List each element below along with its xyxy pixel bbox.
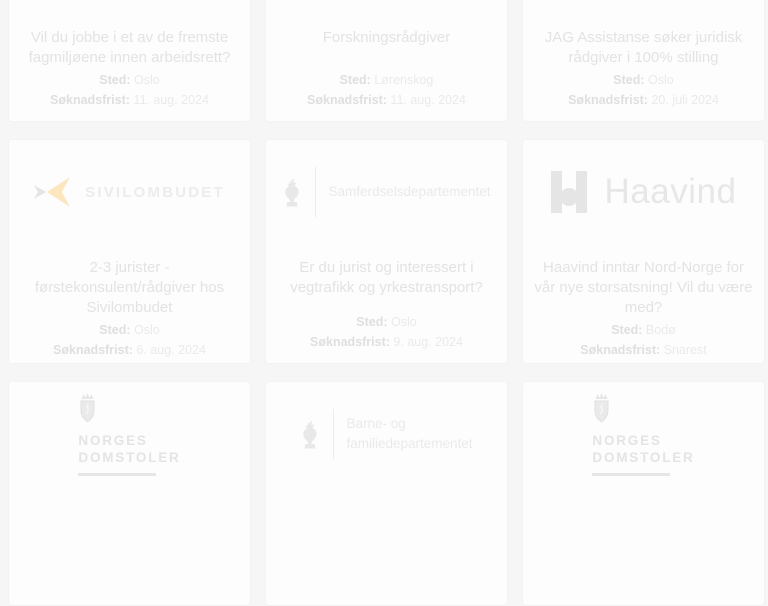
job-location [19, 322, 240, 338]
location-label: Sted: [613, 73, 645, 87]
job-meta [276, 68, 497, 108]
company-logo [276, 382, 497, 486]
deadline-value: 11. aug. 2024 [133, 93, 209, 107]
haavind-logo [551, 171, 737, 213]
company-logo [19, 382, 240, 486]
sivilombudet-arrows-icon [34, 176, 72, 208]
domstoler-wordmark-line2: DOMSTOLER [78, 449, 181, 465]
job-card-grid [8, 0, 765, 606]
deadline-value: 9. aug. 2024 [393, 335, 463, 349]
job-card[interactable] [8, 381, 251, 606]
wordmark-line2: familiedepartementet [346, 436, 473, 451]
job-meta [19, 68, 240, 108]
job-card[interactable] [8, 139, 251, 364]
job-title: Er du jurist og interessert i vegtrafikk og yrkestransport? [290, 259, 483, 296]
domstoler-crest-icon [593, 393, 610, 424]
location-value: Lørenskog [374, 73, 434, 87]
barne-og-familiedepartementet-logo [300, 409, 472, 459]
job-deadline [19, 342, 240, 358]
job-deadline [533, 92, 754, 108]
company-logo [19, 0, 240, 2]
job-card[interactable] [522, 381, 765, 606]
wordmark-line1: Barne- og [346, 416, 406, 431]
job-location [276, 72, 497, 88]
location-label: Sted: [339, 73, 371, 87]
sivilombudet-wordmark: SIVILOMBUDET [85, 183, 225, 201]
company-logo [533, 140, 754, 244]
deadline-label: Søknadsfrist: [53, 343, 133, 357]
logo-divider [333, 409, 334, 459]
deadline-value: Snarest [663, 343, 707, 357]
company-logo [533, 0, 754, 2]
barne-og-familiedepartementet-wordmark [346, 414, 472, 454]
job-card[interactable] [522, 139, 765, 364]
job-title: 2-3 jurister - førstekonsulent/rådgiver hos Sivilombudet [34, 259, 225, 316]
deadline-label: Søknadsfrist: [307, 93, 387, 107]
haavind-monogram-icon [551, 171, 587, 213]
job-location [533, 322, 754, 338]
job-card[interactable] [265, 0, 508, 122]
sivilombudet-logo [34, 176, 225, 208]
norway-lion-crest-icon [282, 178, 303, 207]
job-title: Haavind inntar Nord-Norge for vår nye storsatsning! Vil du være med? [534, 259, 753, 316]
samferdselsdepartementet-logo [282, 167, 490, 217]
job-card[interactable] [265, 139, 508, 364]
job-title: Forskningsrådgiver [322, 29, 451, 46]
deadline-value: 20. juli 2024 [651, 93, 719, 107]
location-label: Sted: [99, 73, 131, 87]
location-value: Oslo [648, 73, 674, 87]
haavind-wordmark: Haavind [604, 172, 737, 211]
company-logo [533, 382, 754, 486]
job-meta [19, 318, 240, 358]
deadline-label: Søknadsfrist: [310, 335, 390, 349]
deadline-label: Søknadsfrist: [568, 93, 648, 107]
job-card[interactable] [522, 0, 765, 122]
company-logo [19, 140, 240, 244]
location-value: Oslo [391, 315, 417, 329]
domstoler-wordmark-line2: DOMSTOLER [592, 449, 695, 465]
location-value: Bodø [645, 323, 676, 337]
location-label: Sted: [99, 323, 131, 337]
domstoler-wordmark-line1: NORGES [78, 432, 148, 448]
job-deadline [276, 334, 497, 350]
norway-lion-crest-icon [300, 420, 321, 449]
samferdselsdepartementet-wordmark: Samferdselsdepartementet [328, 184, 491, 199]
location-label: Sted: [356, 315, 388, 329]
job-title: JAG Assistanse søker juridisk rådgiver i 100% stilling [544, 29, 743, 66]
job-location [276, 314, 497, 330]
company-logo [276, 0, 497, 2]
location-label: Sted: [611, 323, 643, 337]
job-meta [533, 68, 754, 108]
job-title: Vil du jobbe i et av de fremste fagmiljøene innen arbeidsrett? [28, 29, 231, 66]
job-deadline [533, 342, 754, 358]
logo-divider [315, 167, 316, 217]
norges-domstoler-logo [78, 393, 180, 476]
job-deadline [276, 92, 497, 108]
domstoler-wordmark-line1: NORGES [592, 432, 662, 448]
domstoler-underline-bar [78, 473, 156, 476]
job-meta [533, 318, 754, 358]
norges-domstoler-logo [592, 393, 694, 476]
job-meta [276, 310, 497, 350]
deadline-value: 6. aug. 2024 [136, 343, 206, 357]
deadline-label: Søknadsfrist: [580, 343, 661, 357]
job-location [533, 72, 754, 88]
job-card[interactable] [265, 381, 508, 606]
job-deadline [19, 92, 240, 108]
domstoler-crest-icon [79, 393, 96, 424]
deadline-value: 11. aug. 2024 [390, 93, 466, 107]
domstoler-underline-bar [592, 473, 670, 476]
location-value: Oslo [134, 73, 160, 87]
location-value: Oslo [134, 323, 160, 337]
job-card[interactable] [8, 0, 251, 122]
deadline-label: Søknadsfrist: [50, 93, 130, 107]
job-location [19, 72, 240, 88]
company-logo [276, 140, 497, 244]
